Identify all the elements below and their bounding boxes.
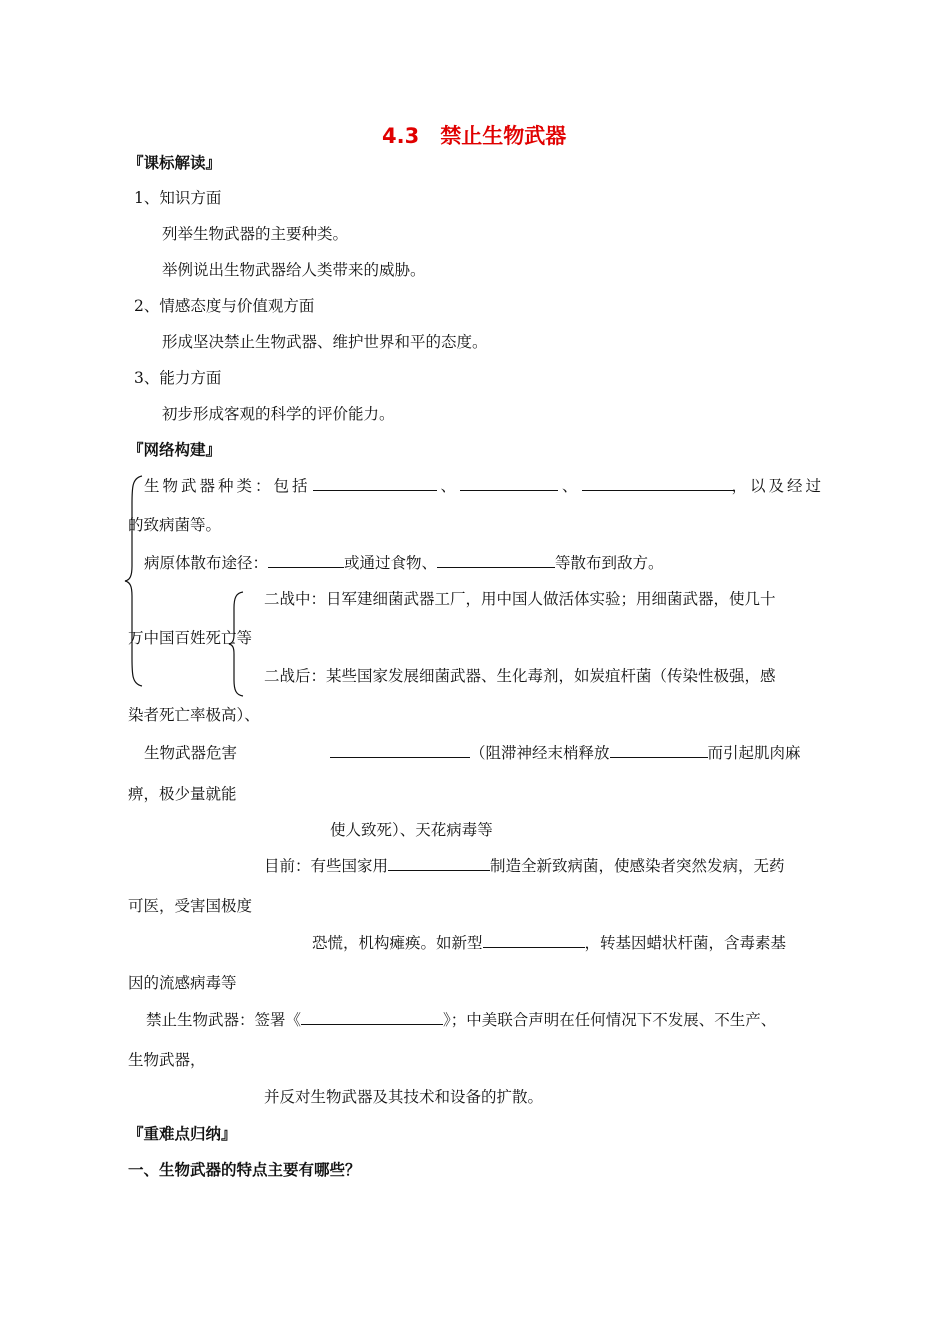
section-heading-curriculum: 『课标解读』 [128, 154, 222, 172]
now-line-cont-2: 恐慌，机构瘫痪。如新型 ，转基因蜡状杆菌，含毒素基 [312, 934, 787, 952]
ww2-after-line: 二战后：某些国家发展细菌武器、生化毒剂，如炭疽杆菌（传染性极强，感 [264, 667, 776, 685]
section-heading-key-points: 『重难点归纳』 [128, 1125, 237, 1143]
ww2-after-line-cont: 染者死亡率极高）、 [128, 706, 260, 724]
blank-ban-1[interactable] [301, 1010, 443, 1025]
emotion-item-1: 形成坚决禁止生物武器、维护世界和平的态度。 [162, 333, 488, 351]
now-line-cont: 可医，受害国极度 [128, 897, 253, 915]
ability-label: 3、能力方面 [134, 369, 222, 387]
spread-line: 病原体散布途径： 或通过食物、 等散布到敌方。 [144, 554, 664, 572]
blank-spread-1[interactable] [268, 553, 344, 568]
ban-line: 禁止生物武器：签署《 》；中美联合声明在任何情况下不发展、不生产、 [146, 1011, 777, 1029]
knowledge-item-1: 列举生物武器的主要种类。 [162, 225, 349, 243]
harm-label: 生物武器危害 [144, 744, 238, 762]
harm-line-cont-2: 使人致死）、天花病毒等 [330, 821, 493, 839]
section-heading-network: 『网络构建』 [128, 441, 222, 459]
ww2-during-line-cont: 万中国百姓死亡等 [128, 629, 253, 647]
ban-line-cont-2: 并反对生物武器及其技术和设备的扩散。 [264, 1088, 544, 1106]
blank-type-3[interactable] [582, 476, 734, 491]
page-title: 4.3 禁止生物武器 [382, 124, 567, 148]
types-line-cont: 的致病菌等。 [128, 516, 222, 534]
now-line-cont-3: 因的流感病毒等 [128, 974, 237, 992]
harm-line-cont: 痹，极少量就能 [128, 785, 237, 803]
knowledge-item-2: 举例说出生物武器给人类带来的威胁。 [162, 261, 426, 279]
ban-line-cont: 生物武器， [128, 1051, 206, 1069]
harm-line: （阻滞神经末梢释放 而引起肌肉麻 [330, 743, 801, 763]
blank-now-2[interactable] [483, 933, 585, 948]
blank-now-1[interactable] [388, 856, 490, 871]
ability-item-1: 初步形成客观的科学的评价能力。 [162, 405, 395, 423]
blank-type-2[interactable] [460, 476, 558, 491]
blank-type-1[interactable] [313, 476, 437, 491]
outer-brace [124, 474, 144, 688]
blank-harm-2[interactable] [610, 743, 708, 758]
question-1: 一、生物武器的特点主要有哪些？ [128, 1161, 361, 1179]
emotion-label: 2、情感态度与价值观方面 [134, 297, 315, 315]
types-line: 生物武器种类：包括 、 、 ，以及经过 [144, 477, 824, 495]
now-line: 目前：有些国家用 制造全新致病菌，使感染者突然发病，无药 [264, 857, 785, 875]
blank-spread-2[interactable] [437, 553, 555, 568]
ww2-during-line: 二战中：日军建细菌武器工厂，用中国人做活体实验；用细菌武器，使几十 [264, 590, 776, 608]
knowledge-label: 1、知识方面 [134, 189, 222, 207]
blank-harm-1[interactable] [330, 743, 470, 758]
